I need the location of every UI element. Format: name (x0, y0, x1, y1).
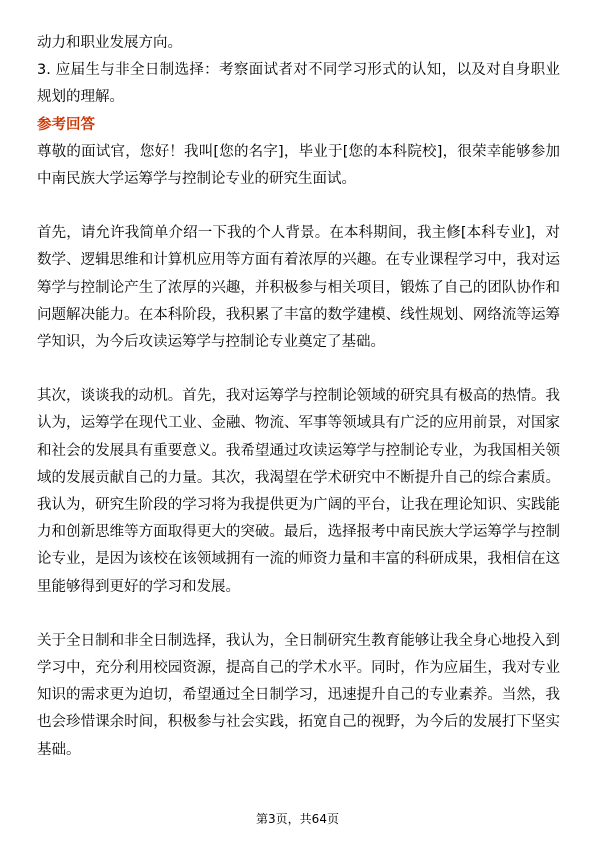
paragraph-greeting: 尊敬的面试官，您好！我叫[您的名字]，毕业于[您的本科院校]，很荣幸能够参加中南民族大学运筹学与控制论专业的研究生面试。 (37, 143, 560, 188)
answer-heading: 参考回答 (37, 116, 95, 133)
continuation-text: 动力和职业发展方向。 (37, 35, 182, 51)
paragraph-motivation: 其次，谈谈我的动机。首先，我对运筹学与控制论领域的研究具有极高的热情。我认为，运筹学在现代工业、金融、物流、军事等领域具有广泛的应用前景，对国家和社会的发展具有重要意义。我希望通过攻读运筹学与控制论专业，为我国相关领域的发展贡献自己的力量。其次，我渴望在学术研究中不断提升自己的综合素质。我认为，研究生阶段的学习将为我提供更为广阔的平台，让我在理论知识、实践能力和创新思维等方面取得更大的突破。最后，选择报考中南民族大学运筹学与控制论专业，是因为该校在该领域拥有一流的师资力量和丰富的科研成果，我相信在这里能够得到更好的学习和发展。 (37, 388, 560, 595)
document-body (37, 30, 560, 764)
paragraph-background: 首先，请允许我简单介绍一下我的个人背景。在本科期间，我主修[本科专业]，对数学、逻辑思维和计算机应用等方面有着浓厚的兴趣。在专业课程学习中，我对运筹学与控制论产生了浓厚的兴趣，并积极参与相关项目，锻炼了自己的团队协作和问题解决能力。在本科阶段，我积累了丰富的数学建模、线性规划、网络流等运筹学知识，为今后攻读运筹学与控制论专业奠定了基础。 (37, 225, 560, 351)
paragraph-study-mode: 关于全日制和非全日制选择，我认为，全日制研究生教育能够让我全身心地投入到学习中，充分利用校园资源，提高自己的学术水平。同时，作为应届生，我对专业知识的需求更为迫切，希望通过全日制学习，迅速提升自己的专业素养。当然，我也会珍惜课余时间，积极参与社会实践，拓宽自己的视野，为今后的发展打下坚实基础。 (37, 632, 560, 758)
paragraph-spacer (37, 193, 560, 220)
page-number: 第3页，共64页 (256, 812, 339, 826)
point-3-text: 3. 应届生与非全日制选择：考察面试者对不同学习形式的认知，以及对自身职业规划的理解。 (37, 62, 560, 106)
paragraph-spacer (37, 356, 560, 383)
paragraph-spacer (37, 601, 560, 628)
